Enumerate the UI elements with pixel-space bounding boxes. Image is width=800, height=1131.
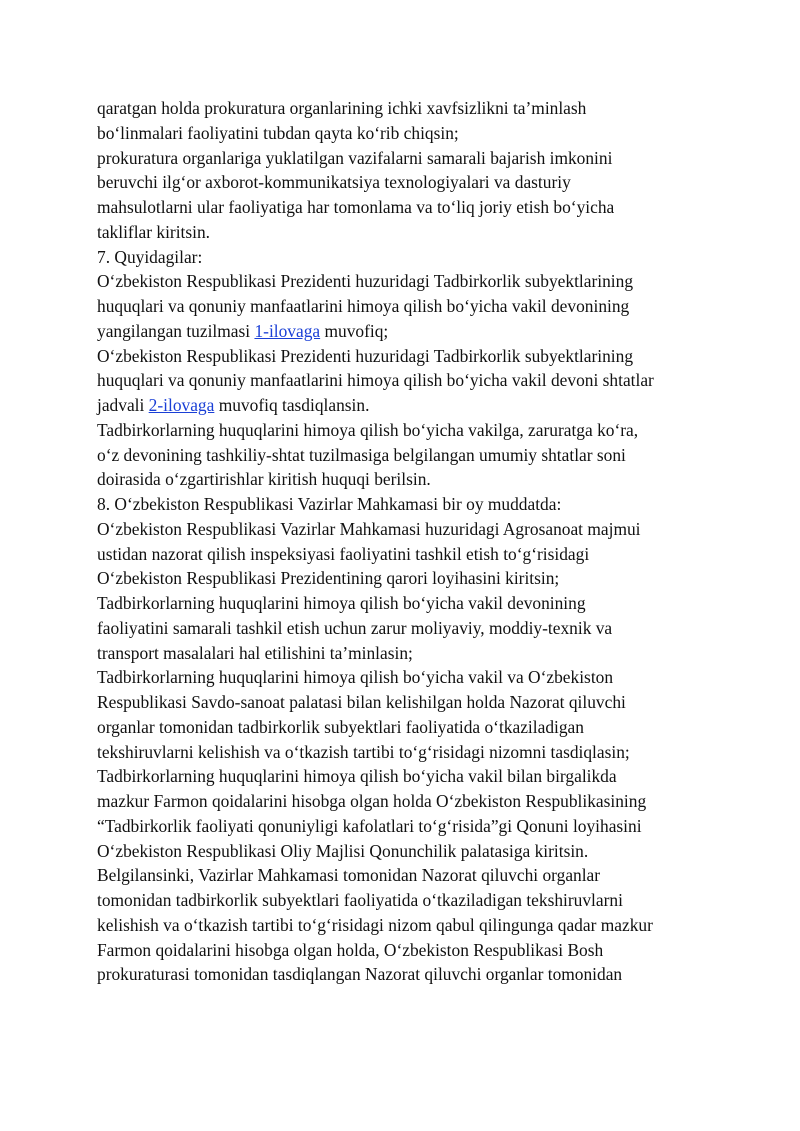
section-heading-7: 7. Quyidagilar:	[97, 246, 203, 267]
line-text-before-link: jadvali	[97, 395, 149, 415]
text-line: qaratgan holda prokuratura organlarining ichki xavfsizlikni ta’minlash	[97, 98, 587, 118]
text-line: tomonidan tadbirkorlik subyektlari faoliyatida o‘tkaziladigan tekshiruvlarni	[97, 890, 623, 910]
text-line: Tadbirkorlarning huquqlarini himoya qilish bo‘yicha vakil devonining	[97, 593, 586, 613]
text-line: prokuratura organlariga yuklatilgan vazifalarni samarali bajarish imkonini	[97, 147, 613, 168]
text-line: huquqlari va qonuniy manfaatlarini himoya qilish bo‘yicha vakil devoni shtatlar	[97, 370, 654, 391]
line-text-after-link: muvofiq tasdiqlansin.	[214, 395, 370, 415]
text-line: ustidan nazorat qilish inspeksiyasi faoliyatini tashkil etish to‘g‘risidagi	[97, 543, 590, 564]
text-line: huquqlari va qonuniy manfaatlarini himoya qilish bo‘yicha vakil devonining	[97, 296, 630, 316]
text-line: O‘zbekiston Respublikasi Prezidenti huzuridagi Tadbirkorlik subyektlarining	[97, 345, 634, 366]
section-heading-8: 8. O‘zbekiston Respublikasi Vazirlar Mahkamasi bir oy muddatda:	[97, 494, 562, 514]
text-line: Belgilansinki, Vazirlar Mahkamasi tomonidan Nazorat qiluvchi organlar	[97, 865, 601, 886]
text-line: O‘zbekiston Respublikasi Oliy Majlisi Qonunchilik palatasiga kiritsin.	[97, 840, 589, 861]
appendix-2-link[interactable]: 2-ilovaga	[148, 395, 215, 415]
text-line: Respublikasi Savdo-sanoat palatasi bilan kelishilgan holda Nazorat qiluvchi	[97, 692, 626, 712]
text-line: transport masalalari hal etilishini ta’minlasin;	[97, 642, 413, 663]
text-line: mahsulotlarni ular faoliyatiga har tomonlama va to‘liq joriy etish bo‘yicha	[97, 197, 615, 217]
document-body	[97, 96, 737, 987]
text-line: “Tadbirkorlik faoliyati qonuniyligi kafolatlari to‘g‘risida”gi Qonuni loyihasini	[97, 815, 642, 836]
text-line: Farmon qoidalarini hisobga olgan holda, O‘zbekiston Respublikasi Bosh	[97, 939, 604, 960]
appendix-1-link[interactable]: 1-ilovaga	[254, 320, 321, 341]
text-line: bo‘linmalari faoliyatini tubdan qayta ko‘rib chiqsin;	[97, 122, 459, 143]
text-line: o‘z devonining tashkiliy-shtat tuzilmasiga belgilangan umumiy shtatlar soni	[97, 444, 626, 465]
text-line: O‘zbekiston Respublikasi Prezidenti huzuridagi Tadbirkorlik subyektlarining	[97, 271, 634, 292]
text-line: doirasida o‘zgartirishlar kiritish huquqi berilsin.	[97, 469, 431, 490]
text-line: beruvchi ilg‘or axborot-kommunikatsiya texnologiyalari va dasturiy	[97, 172, 571, 193]
text-line: Tadbirkorlarning huquqlarini himoya qilish bo‘yicha vakil bilan birgalikda	[97, 766, 617, 787]
text-line: Tadbirkorlarning huquqlarini himoya qilish bo‘yicha vakil va O‘zbekiston	[97, 667, 614, 688]
text-line: mazkur Farmon qoidalarini hisobga olgan holda O‘zbekiston Respublikasining	[97, 791, 647, 811]
text-line-with-link	[97, 319, 737, 344]
text-line: faoliyatini samarali tashkil etish uchun zarur moliyaviy, moddiy-texnik va	[97, 617, 613, 638]
line-text-before-link: yangilangan tuzilmasi	[97, 320, 255, 341]
text-line: tekshiruvlarni kelishish va o‘tkazish tartibi to‘g‘risidagi nizomni tasdiqlasin;	[97, 741, 630, 762]
text-line: prokuraturasi tomonidan tasdiqlangan Nazorat qiluvchi organlar tomonidan	[97, 964, 623, 985]
text-line-with-link	[97, 393, 737, 418]
text-line: organlar tomonidan tadbirkorlik subyektlari faoliyatida o‘tkaziladigan	[97, 716, 584, 737]
text-line: takliflar kiritsin.	[97, 221, 211, 242]
text-line: kelishish va o‘tkazish tartibi to‘g‘risidagi nizom qabul qilingunga qadar mazkur	[97, 914, 653, 935]
line-text-after-link: muvofiq;	[320, 320, 389, 341]
text-line: Tadbirkorlarning huquqlarini himoya qilish bo‘yicha vakilga, zaruratga ko‘ra,	[97, 419, 639, 440]
text-line: O‘zbekiston Respublikasi Vazirlar Mahkamasi huzuridagi Agrosanoat majmui	[97, 518, 641, 539]
text-line: O‘zbekiston Respublikasi Prezidentining qarori loyihasini kiritsin;	[97, 568, 560, 589]
